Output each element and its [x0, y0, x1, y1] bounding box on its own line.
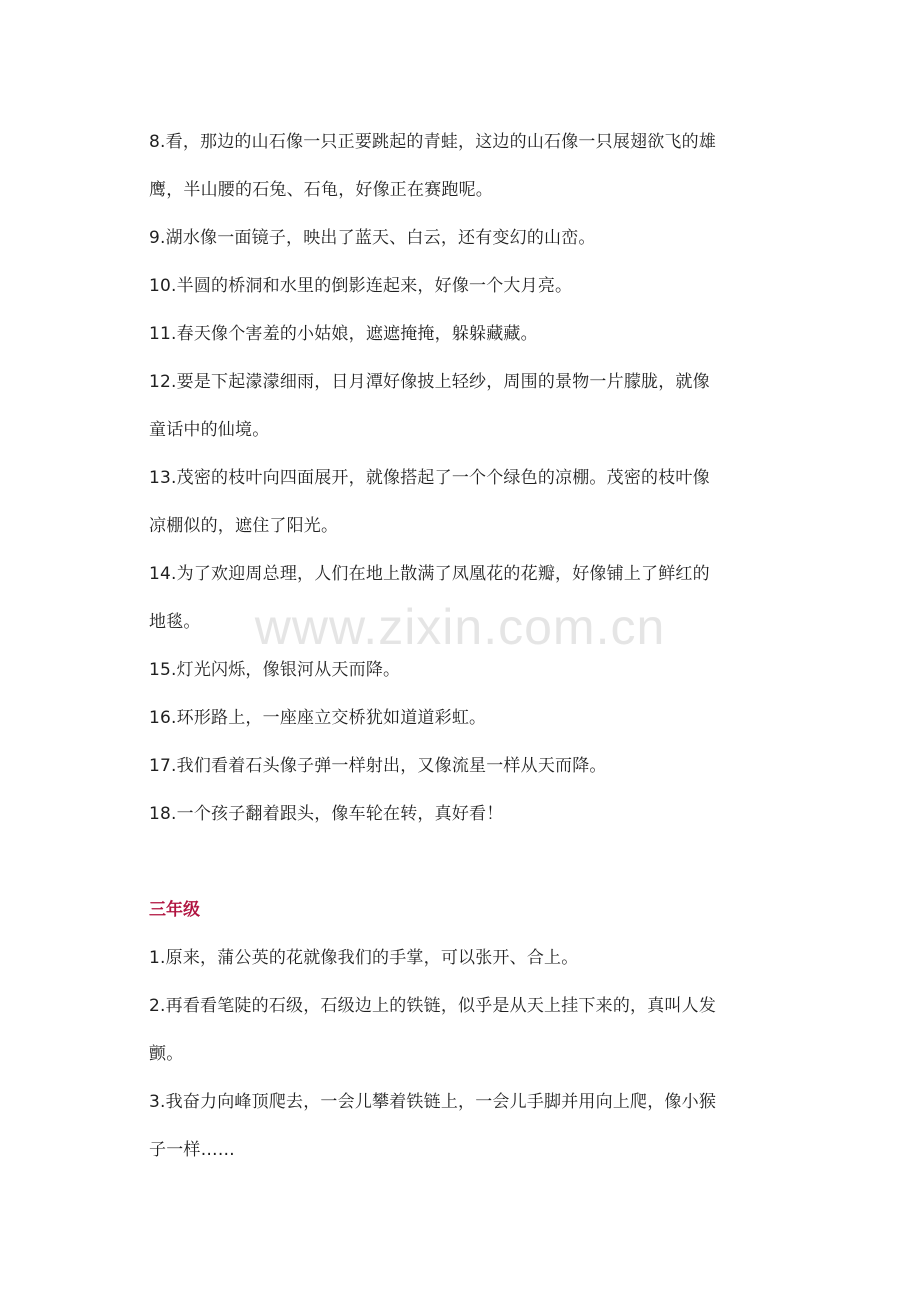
text-line: 1.原来，蒲公英的花就像我们的手掌，可以张开、合上。: [149, 948, 579, 968]
text-line: 9.湖水像一面镜子，映出了蓝天、白云，还有变幻的山峦。: [149, 228, 596, 248]
text-line: 14.为了欢迎周总理，人们在地上散满了凤凰花的花瓣，好像铺上了鲜红的: [149, 564, 710, 584]
watermark: www.zixin.com.cn: [254, 599, 666, 655]
document-body: [149, 118, 779, 1174]
text-line: 10.半圆的桥洞和水里的倒影连起来，好像一个大月亮。: [149, 276, 573, 296]
text-line: 3.我奋力向峰顶爬去，一会儿攀着铁链上，一会儿手脚并用向上爬，像小猴: [149, 1092, 717, 1112]
text-line: 12.要是下起濛濛细雨，日月潭好像披上轻纱，周围的景物一片朦胧，就像: [149, 372, 710, 392]
text-line: 2.再看看笔陡的石级，石级边上的铁链，似乎是从天上挂下来的，真叫人发: [149, 996, 717, 1016]
text-line: 8.看，那边的山石像一只正要跳起的青蛙，这边的山石像一只展翅欲飞的雄: [149, 132, 717, 152]
text-line: 地毯。: [149, 612, 201, 632]
section-spacer: [149, 838, 779, 886]
section-heading: 三年级: [149, 900, 200, 920]
text-line: 13.茂密的枝叶向四面展开，就像搭起了一个个绿色的凉棚。茂密的枝叶像: [149, 468, 710, 488]
text-line: 颤。: [149, 1044, 184, 1064]
text-line: 鹰，半山腰的石兔、石龟，好像正在赛跑呢。: [149, 180, 493, 200]
text-line: 18.一个孩子翻着跟头，像车轮在转，真好看！: [149, 804, 504, 824]
text-line: 凉棚似的，遮住了阳光。: [149, 516, 339, 536]
text-line: 童话中的仙境。: [149, 420, 270, 440]
text-line: 子一样……: [149, 1140, 235, 1160]
text-line: 15.灯光闪烁，像银河从天而降。: [149, 660, 401, 680]
text-line: 16.环形路上，一座座立交桥犹如道道彩虹。: [149, 708, 487, 728]
text-line: 11.春天像个害羞的小姑娘，遮遮掩掩，躲躲藏藏。: [149, 324, 538, 344]
text-line: 17.我们看着石头像子弹一样射出，又像流星一样从天而降。: [149, 756, 607, 776]
